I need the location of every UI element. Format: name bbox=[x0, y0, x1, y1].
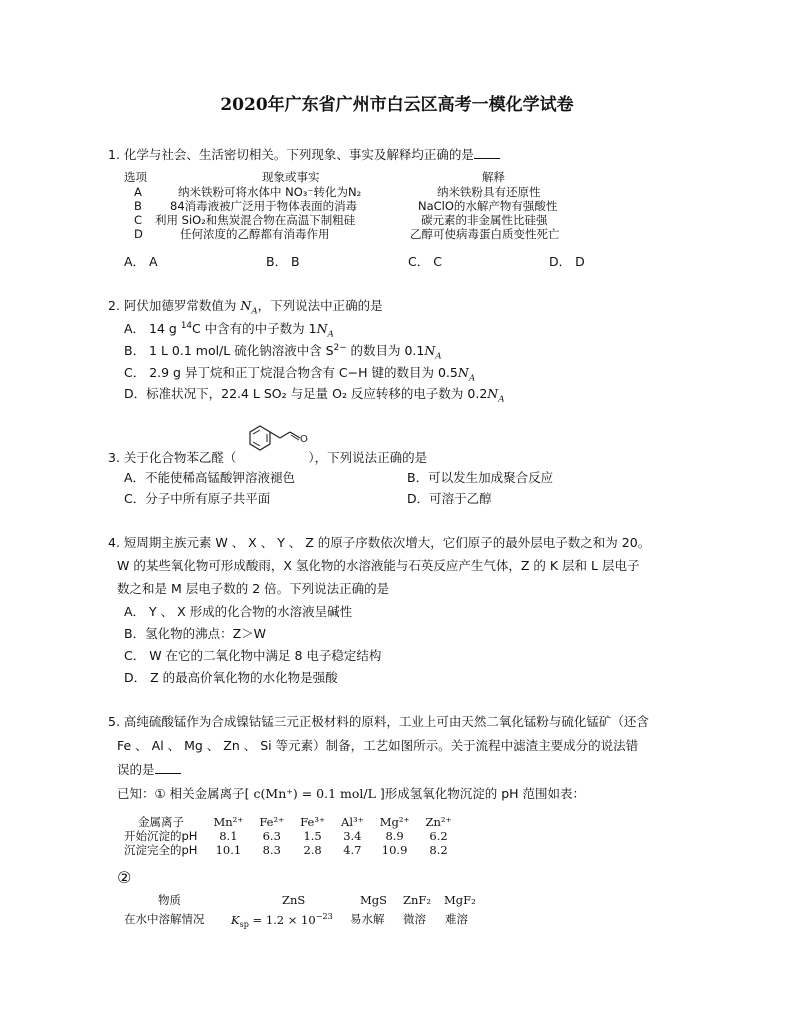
table-cell: 2.8 bbox=[303, 843, 322, 857]
table-header-cell: Al³⁺ bbox=[341, 815, 364, 829]
q4-choice-d[interactable]: D． Z 的最高价氧化物的水化物是强酸 bbox=[124, 670, 338, 685]
q3-choice-a[interactable]: A．不能使稀高锰酸钾溶液褪色 bbox=[124, 470, 296, 485]
q1-row-option: A bbox=[134, 185, 142, 199]
table-cell: 1.5 bbox=[303, 829, 322, 843]
question-3-stem: 3. 关于化合物苯乙醛（ ），下列说法正确的是 bbox=[108, 450, 428, 465]
table-header-cell: MgF₂ bbox=[444, 893, 476, 907]
page-title: 2020年广东省广州市白云区高考一模化学试卷 bbox=[220, 95, 574, 115]
table-cell: 在水中溶解情况 bbox=[124, 912, 205, 926]
q1-row-fact: 利用 SiO₂和焦炭混合物在高温下制粗硅 bbox=[155, 213, 356, 227]
q1-header-option: 选项 bbox=[124, 170, 147, 184]
question-5-stem-line: Fe 、 Al 、 Mg 、 Zn 、 Si 等元素）制备，工艺如图所示。关于流程中滤渣主要成分的说法错 bbox=[117, 738, 639, 753]
table-row bbox=[124, 843, 460, 857]
table-cell: 6.2 bbox=[429, 829, 448, 843]
q1-row-reason: 乙醇可使病毒蛋白质变性死亡 bbox=[410, 227, 560, 241]
q1-header-reason: 解释 bbox=[482, 170, 505, 184]
table-cell: 8.1 bbox=[219, 829, 238, 843]
svg-text:O: O bbox=[300, 434, 308, 445]
table-header-cell: Mg²⁺ bbox=[379, 815, 410, 829]
condition-2-marker: ② bbox=[117, 868, 132, 887]
q1-choice-a[interactable]: A． A bbox=[124, 254, 158, 269]
table-cell: 开始沉淀的pH bbox=[124, 829, 198, 843]
question-1-stem: 1. 化学与社会、生活密切相关。下列现象、事实及解释均正确的是 bbox=[108, 145, 500, 163]
table-cell: 10.9 bbox=[381, 843, 408, 857]
q1-header-fact: 现象或事实 bbox=[262, 170, 320, 184]
question-2-stem: 2. 阿伏加德罗常数值为 $N_A$，下列说法中正确的是 bbox=[108, 298, 383, 317]
q1-choice-d[interactable]: D． D bbox=[549, 254, 585, 269]
q1-row-reason: 纳米铁粉具有还原性 bbox=[437, 185, 541, 199]
table-cell: 难溶 bbox=[445, 912, 468, 926]
q1-row-fact: 纳米铁粉可将水体中 NO₃⁻转化为N₂ bbox=[178, 185, 362, 199]
table-header-cell: Zn²⁺ bbox=[425, 815, 452, 829]
table-header-cell: Fe³⁺ bbox=[300, 815, 326, 829]
ksp-value: $K_{sp} = 1.2 \times 10^{-23}$ bbox=[231, 912, 333, 930]
table-cell: 8.9 bbox=[385, 829, 404, 843]
q2-choice-c[interactable]: C． 2.9 g 异丁烷和正丁烷混合物含有 C−H 键的数目为 $0.5N_A$ bbox=[124, 365, 476, 384]
phenylacetaldehyde-structure-image bbox=[236, 420, 316, 464]
q2-choice-b[interactable]: B． 1 L 0.1 mol/L 硫化钠溶液中含 $S^{2-}$ 的数目为 $0.1N_A$ bbox=[124, 342, 442, 362]
table-cell: 6.3 bbox=[262, 829, 281, 843]
q1-choice-b[interactable]: B． B bbox=[266, 254, 300, 269]
q1-row-option: B bbox=[134, 199, 142, 213]
table-header-cell: ZnS bbox=[282, 893, 306, 907]
table-header-cell: ZnF₂ bbox=[403, 893, 431, 907]
answer-blank[interactable] bbox=[474, 146, 500, 159]
q3-choice-b[interactable]: B．可以发生加成聚合反应 bbox=[407, 470, 554, 485]
table-cell: 8.2 bbox=[429, 843, 448, 857]
q1-row-option: C bbox=[134, 213, 143, 227]
q1-row-fact: 任何浓度的乙醇都有消毒作用 bbox=[180, 227, 330, 241]
table-header-cell: 物质 bbox=[158, 893, 181, 907]
question-4-stem-line: 数之和是 M 层电子数的 2 倍。下列说法正确的是 bbox=[117, 581, 390, 596]
table-row bbox=[124, 829, 460, 843]
table-header-cell: 金属离子 bbox=[138, 815, 184, 829]
table-cell: 微溶 bbox=[403, 912, 426, 926]
q1-row-option: D bbox=[134, 227, 143, 241]
q1-row-fact: 84消毒液被广泛用于物体表面的消毒 bbox=[170, 199, 358, 213]
question-4-stem-line: W 的某些氧化物可形成酸雨，X 氢化物的水溶液能与石英反应产生气体，Z 的 K 层和 L 层电子 bbox=[117, 558, 640, 573]
ph-range-table bbox=[124, 815, 460, 857]
q4-choice-c[interactable]: C． W 在它的二氧化物中满足 8 电子稳定结构 bbox=[124, 648, 382, 663]
question-5-stem-line: 5. 高纯硫酸锰作为合成镍钴锰三元正极材料的原料，工业上可由天然二氧化锰粉与硫化锰矿（还含 bbox=[108, 714, 649, 729]
table-header-cell: MgS bbox=[360, 893, 388, 907]
table-cell: 10.1 bbox=[215, 843, 242, 857]
q4-choice-b[interactable]: B．氢化物的沸点：Z＞W bbox=[124, 626, 266, 641]
question-4-stem-line: 4. 短周期主族元素 W 、 X 、 Y 、 Z 的原子序数依次增大，它们原子的最外层电子数之和为 20。 bbox=[108, 535, 651, 550]
question-5-stem-line: 误的是 bbox=[117, 760, 181, 778]
q2-choice-d[interactable]: D．标准状况下，22.4 L SO₂ 与足量 O₂ 反应转移的电子数为 $0.2N_A$ bbox=[124, 386, 505, 405]
answer-blank[interactable] bbox=[155, 761, 181, 774]
table-row bbox=[124, 815, 460, 829]
q4-choice-a[interactable]: A． Y 、 X 形成的化合物的水溶液呈碱性 bbox=[124, 604, 353, 619]
table-header-cell: Mn²⁺ bbox=[213, 815, 244, 829]
q1-choice-c[interactable]: C． C bbox=[408, 254, 442, 269]
table-cell: 3.4 bbox=[343, 829, 362, 843]
q1-row-reason: NaClO的水解产物有强酸性 bbox=[418, 199, 558, 213]
table-cell: 8.3 bbox=[262, 843, 281, 857]
table-cell: 4.7 bbox=[343, 843, 362, 857]
table-cell: 易水解 bbox=[350, 912, 385, 926]
q3-choice-d[interactable]: D．可溶于乙醇 bbox=[407, 491, 492, 506]
q1-row-reason: 碳元素的非金属性比硅强 bbox=[421, 213, 548, 227]
table-header-cell: Fe²⁺ bbox=[259, 815, 285, 829]
q3-choice-c[interactable]: C．分子中所有原子共平面 bbox=[124, 491, 271, 506]
table-cell: 沉淀完全的pH bbox=[124, 843, 198, 857]
q5-known-condition: 已知：① 相关金属离子[ c(Mn⁺) = 0.1 mol/L ]形成氢氧化物沉淀的 pH 范围如表： bbox=[117, 786, 586, 801]
q2-choice-a[interactable]: A． 14 g $^{14}$C 中含有的中子数为 $1N_A$ bbox=[124, 320, 334, 340]
